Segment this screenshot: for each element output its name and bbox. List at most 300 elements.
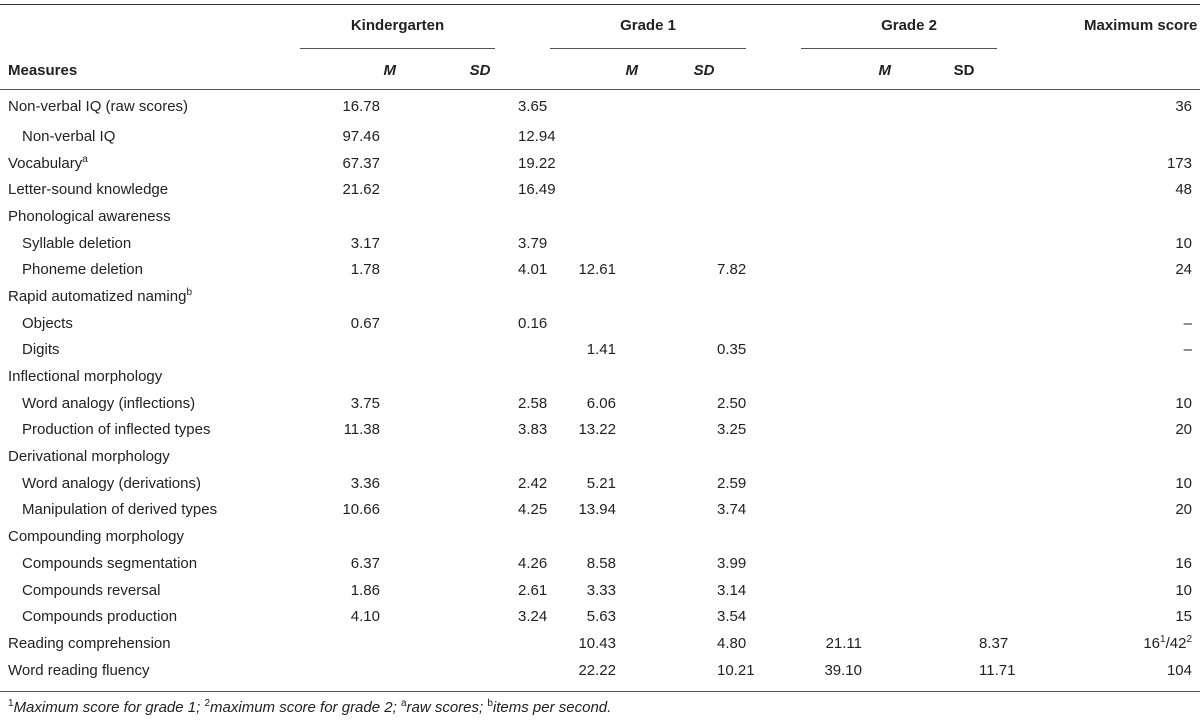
- grade2-mean: [824, 123, 884, 150]
- kindergarten-mean: [290, 256, 380, 283]
- table-row: [0, 90, 1200, 123]
- grade1-sd: [624, 417, 824, 444]
- row-label: [0, 230, 290, 257]
- kindergarten-mean: [290, 470, 380, 497]
- grade1-sd: [624, 150, 824, 177]
- kindergarten-sd: [370, 203, 560, 230]
- grade2-sd: [884, 123, 1084, 150]
- max-score-value: 20: [1175, 501, 1192, 519]
- kindergarten-sd-value: 4.26: [518, 554, 548, 572]
- kindergarten-mean: [290, 577, 380, 604]
- max-score: [1084, 470, 1200, 497]
- max-score-value: 10: [1175, 581, 1192, 599]
- max-score: [1084, 577, 1200, 604]
- row-label-text: Objects: [22, 314, 73, 332]
- max-score: [1084, 203, 1200, 230]
- max-score: [1084, 390, 1200, 417]
- grade1-mean-value: 5.21: [586, 474, 616, 492]
- row-label-text: Word analogy (derivations): [22, 474, 201, 492]
- grade2-mean: [824, 417, 884, 444]
- grade2-mean: [824, 230, 884, 257]
- grade2-sd: [884, 630, 1084, 657]
- grade1-mean: [560, 230, 624, 257]
- kindergarten-mean-value: 3.36: [350, 474, 380, 492]
- grade1-sd: [624, 657, 824, 684]
- row-label-text: Rapid automatized naming: [8, 287, 187, 305]
- kindergarten-mean: [290, 603, 380, 630]
- table-row: [0, 230, 1200, 257]
- table-row: [0, 283, 1200, 310]
- max-score-value: 36: [1175, 98, 1192, 115]
- grade1-mean: [560, 603, 624, 630]
- row-label: [0, 417, 290, 444]
- max-score: [1084, 337, 1200, 364]
- kindergarten-sd-value: 2.58: [518, 394, 548, 412]
- table-row: [0, 390, 1200, 417]
- grade2-mean: [824, 283, 884, 310]
- table-row: [0, 577, 1200, 604]
- grade1-header: Grade 1: [620, 16, 676, 34]
- group-header-row: [0, 0, 1200, 50]
- kindergarten-sd: [370, 497, 560, 524]
- grade1-sd: [624, 523, 824, 550]
- grade1-mean: [560, 363, 624, 390]
- kindergarten-mean-value: 3.75: [350, 394, 380, 412]
- row-label-text: Non-verbal IQ: [22, 127, 116, 145]
- row-label: [0, 550, 290, 577]
- grade1-sd: [624, 203, 824, 230]
- grade1-sd: [624, 176, 824, 203]
- grade2-sd: [884, 603, 1084, 630]
- kindergarten-sd: [370, 603, 560, 630]
- row-label: [0, 497, 290, 524]
- grade2-sd: [884, 337, 1084, 364]
- grade1-sd: [624, 90, 824, 123]
- max-score-value: 10: [1175, 394, 1192, 412]
- max-score-tail: /42: [1165, 634, 1187, 652]
- max-score-value: 48: [1175, 181, 1192, 199]
- row-label-text: Phoneme deletion: [22, 261, 143, 279]
- kindergarten-mean-value: 4.10: [350, 608, 380, 626]
- kindergarten-sd-value: 12.94: [518, 127, 556, 145]
- grade1-sd: [624, 390, 824, 417]
- table-row: [0, 630, 1200, 657]
- kindergarten-sd-value: 0.16: [518, 314, 548, 332]
- footnote-text: raw scores;: [406, 699, 488, 716]
- grade2-mean: [824, 337, 884, 364]
- grade1-sd: [624, 470, 824, 497]
- kindergarten-mean-value: 10.66: [342, 501, 380, 519]
- row-label-text: Compounds reversal: [22, 581, 161, 599]
- grade1-sd-value: 3.25: [717, 421, 747, 439]
- grade1-sd-value: 7.82: [717, 261, 747, 279]
- kindergarten-sd: [370, 123, 560, 150]
- row-label: [0, 470, 290, 497]
- grade2-mean: [824, 443, 884, 470]
- row-label: [0, 90, 290, 123]
- grade2-mean: [824, 256, 884, 283]
- grade2-header: Grade 2: [881, 16, 937, 34]
- grade2-mean: [824, 176, 884, 203]
- table-row: [0, 470, 1200, 497]
- kindergarten-mean: [290, 203, 370, 230]
- grade2-sd: [884, 470, 1084, 497]
- max-score: [1084, 256, 1200, 283]
- row-label-text: Letter-sound knowledge: [8, 181, 169, 199]
- table-row: [0, 603, 1200, 630]
- kindergarten-sd: [370, 657, 560, 684]
- grade1-sd: [624, 363, 824, 390]
- max-score-value: 15: [1175, 608, 1192, 626]
- row-label: [0, 523, 290, 550]
- kindergarten-sd: [370, 577, 560, 604]
- kindergarten-mean: [290, 497, 380, 524]
- grade1-sd-value: 3.14: [717, 581, 747, 599]
- footnote-text: items per second.: [492, 699, 612, 716]
- grade1-mean: [560, 470, 624, 497]
- kindergarten-sd: [370, 230, 560, 257]
- grade2-sd: [884, 443, 1084, 470]
- grade2-mean: [824, 603, 884, 630]
- grade2-mean: [824, 630, 884, 657]
- g1-sd-header: SD: [693, 61, 715, 79]
- footnote-marker: a: [400, 698, 407, 709]
- max-score: [1084, 550, 1200, 577]
- table-row: [0, 203, 1200, 230]
- row-label-text: Word analogy (inflections): [22, 394, 196, 412]
- grade1-sd: [624, 443, 824, 470]
- max-score: [1084, 630, 1200, 657]
- grade2-mean: [824, 550, 884, 577]
- grade2-mean: [824, 310, 884, 337]
- grade2-sd: [884, 363, 1084, 390]
- kindergarten-sd-value: 3.79: [518, 234, 548, 252]
- grade1-mean: [560, 630, 624, 657]
- kindergarten-mean: [290, 417, 380, 444]
- grade1-mean-value: 22.22: [578, 661, 616, 679]
- grade2-sd: [884, 497, 1084, 524]
- kindergarten-sd: [370, 390, 560, 417]
- grade1-sd: [624, 230, 824, 257]
- table-row: [0, 256, 1200, 283]
- kindergarten-mean: [290, 283, 370, 310]
- grade1-mean: [560, 443, 624, 470]
- grade2-mean: [824, 90, 884, 123]
- row-label-text: Production of inflected types: [22, 421, 211, 439]
- grade1-mean-value: 6.06: [586, 394, 616, 412]
- kindergarten-mean-value: 1.86: [350, 581, 380, 599]
- table-row: [0, 176, 1200, 203]
- row-label-text: Compounds segmentation: [22, 554, 198, 572]
- row-label: [0, 150, 290, 177]
- kindergarten-mean: [290, 176, 380, 203]
- grade1-mean: [560, 90, 624, 123]
- table-row: [0, 417, 1200, 444]
- table-row: [0, 337, 1200, 364]
- grade1-sd-value: 3.99: [717, 554, 747, 572]
- grade2-sd: [884, 256, 1084, 283]
- grade1-mean: [560, 577, 624, 604]
- grade1-mean: [560, 176, 624, 203]
- kindergarten-sd: [370, 90, 560, 123]
- kindergarten-mean: [290, 230, 380, 257]
- bottom-rule: [0, 691, 1200, 692]
- row-label-text: Vocabulary: [8, 154, 83, 172]
- grade1-mean-value: 13.94: [578, 501, 616, 519]
- grade2-sd: [884, 417, 1084, 444]
- grade2-sd: [884, 550, 1084, 577]
- max-score-value: –: [1183, 314, 1192, 332]
- grade1-sd: [624, 550, 824, 577]
- kindergarten-sd: [370, 176, 560, 203]
- grade1-sd: [624, 256, 824, 283]
- grade1-mean: [560, 657, 624, 684]
- grade1-mean: [560, 497, 624, 524]
- grade2-sd: [884, 657, 1084, 684]
- max-score-value: –: [1183, 341, 1192, 359]
- blank-head: [0, 0, 290, 50]
- kindergarten-sd-value: 16.49: [518, 181, 556, 199]
- grade2-sd: [884, 176, 1084, 203]
- kindergarten-mean: [290, 523, 370, 550]
- grade1-mean-value: 5.63: [586, 608, 616, 626]
- grade2-sd-value: 11.71: [979, 661, 1016, 679]
- row-label-text: Derivational morphology: [8, 448, 170, 466]
- kindergarten-mean: [290, 550, 380, 577]
- max-score: [1084, 150, 1200, 177]
- kindergarten-mean: [290, 90, 380, 123]
- row-label: [0, 310, 290, 337]
- grade2-sd: [884, 577, 1084, 604]
- kindergarten-mean-value: 1.78: [350, 261, 380, 279]
- grade1-sd-value: 2.50: [717, 394, 747, 412]
- max-score: [1084, 176, 1200, 203]
- k-sd-header: SD: [469, 61, 491, 79]
- g1-m-header: M: [625, 61, 638, 79]
- kindergarten-sd-value: 19.22: [518, 154, 556, 172]
- footnote-text: maximum score for grade 2;: [210, 699, 401, 716]
- kindergarten-mean: [290, 150, 380, 177]
- grade2-mean-value: 21.11: [825, 634, 862, 652]
- kindergarten-header: Kindergarten: [350, 16, 445, 34]
- grade1-mean: [560, 203, 624, 230]
- grade2-mean: [824, 470, 884, 497]
- grade2-mean: [824, 657, 884, 684]
- kindergarten-sd: [370, 256, 560, 283]
- footnote-marker: 1: [8, 698, 14, 709]
- row-label: [0, 337, 290, 364]
- table-row: [0, 443, 1200, 470]
- row-label-text: Reading comprehension: [8, 634, 171, 652]
- grade1-mean: [560, 310, 624, 337]
- grade1-mean-value: 1.41: [586, 341, 616, 359]
- grade1-mean-value: 3.33: [586, 581, 616, 599]
- max-score: [1084, 657, 1200, 684]
- grade1-sd-value: 3.54: [717, 608, 747, 626]
- max-score: [1084, 497, 1200, 524]
- table-row: [0, 150, 1200, 177]
- table-body: [0, 90, 1200, 683]
- grade2-mean: [824, 523, 884, 550]
- kindergarten-sd-value: 3.24: [518, 608, 548, 626]
- grade2-sd-value: 8.37: [979, 634, 1009, 652]
- blank-max-sub: [1084, 50, 1200, 90]
- grade1-sd: [624, 123, 824, 150]
- row-label-text: Syllable deletion: [22, 234, 132, 252]
- max-score: [1084, 283, 1200, 310]
- kindergarten-sd-value: 2.42: [518, 474, 548, 492]
- row-label-text: Phonological awareness: [8, 207, 171, 225]
- kindergarten-sd: [370, 337, 560, 364]
- row-label: [0, 630, 290, 657]
- grade1-mean: [560, 283, 624, 310]
- g2-sd-header: SD: [953, 61, 975, 79]
- grade2-mean: [824, 150, 884, 177]
- kindergarten-mean-value: 67.37: [342, 154, 380, 172]
- grade2-sd: [884, 310, 1084, 337]
- grade1-sd: [624, 497, 824, 524]
- kindergarten-mean-value: 0.67: [350, 314, 380, 332]
- max-score: [1084, 363, 1200, 390]
- kindergarten-sd: [370, 150, 560, 177]
- row-label: [0, 283, 290, 310]
- row-label-superscript: a: [82, 153, 88, 165]
- grade1-mean-value: 12.61: [578, 261, 616, 279]
- kindergarten-sd: [370, 363, 560, 390]
- kindergarten-sd: [370, 630, 560, 657]
- kindergarten-mean: [290, 337, 370, 364]
- max-score-value: 173: [1166, 154, 1192, 172]
- kindergarten-sd: [370, 283, 560, 310]
- kindergarten-sd: [370, 523, 560, 550]
- row-label: [0, 390, 290, 417]
- max-score: [1084, 417, 1200, 444]
- max-score: [1084, 523, 1200, 550]
- kindergarten-mean: [290, 443, 370, 470]
- grade2-mean: [824, 497, 884, 524]
- grade1-sd: [624, 310, 824, 337]
- grade1-mean: [560, 523, 624, 550]
- grade2-sd: [884, 90, 1084, 123]
- grade1-sd-value: 2.59: [717, 474, 747, 492]
- max-score-value: 104: [1166, 661, 1192, 679]
- footnote-text: Maximum score for grade 1;: [13, 699, 205, 716]
- grade1-mean-value: 13.22: [578, 421, 616, 439]
- row-label: [0, 603, 290, 630]
- max-score-value: 20: [1175, 421, 1192, 439]
- kindergarten-sd-value: 4.01: [518, 261, 548, 279]
- grade1-mean-value: 10.43: [578, 634, 616, 652]
- kindergarten-sd: [370, 443, 560, 470]
- kindergarten-sd-value: 3.65: [518, 98, 548, 115]
- table-row: [0, 523, 1200, 550]
- max-score-superscript: 1: [1160, 633, 1166, 645]
- grade1-sd: [624, 337, 824, 364]
- table-row: [0, 550, 1200, 577]
- kindergarten-mean: [290, 657, 370, 684]
- kindergarten-mean: [290, 390, 380, 417]
- kindergarten-mean-value: 3.17: [350, 234, 380, 252]
- row-label-text: Compounding morphology: [8, 528, 184, 546]
- kindergarten-sd-value: 4.25: [518, 501, 548, 519]
- grade1-mean-value: 8.58: [586, 554, 616, 572]
- row-label: [0, 363, 290, 390]
- row-label: [0, 256, 290, 283]
- grade2-mean-value: 39.10: [824, 661, 862, 679]
- k-m-header: M: [383, 61, 396, 79]
- row-label: [0, 203, 290, 230]
- kindergarten-sd: [370, 417, 560, 444]
- kindergarten-mean-value: 11.38: [343, 421, 380, 439]
- kindergarten-sd-value: 2.61: [518, 581, 548, 599]
- kindergarten-mean-value: 21.62: [342, 181, 380, 199]
- grade1-sd-value: 0.35: [717, 341, 747, 359]
- kindergarten-mean: [290, 310, 380, 337]
- grade1-mean: [560, 550, 624, 577]
- kindergarten-sd: [370, 310, 560, 337]
- kindergarten-mean: [290, 123, 380, 150]
- grade1-mean: [560, 390, 624, 417]
- max-score-value: 16: [1143, 634, 1161, 652]
- table-footnote: [8, 699, 611, 716]
- table-row: [0, 310, 1200, 337]
- table-row: [0, 657, 1200, 684]
- grade2-sd: [884, 203, 1084, 230]
- footnote-marker: b: [487, 698, 493, 709]
- row-label: [0, 577, 290, 604]
- kindergarten-mean-value: 97.46: [342, 127, 380, 145]
- grade1-sd: [624, 603, 824, 630]
- max-score-value: 16: [1175, 554, 1192, 572]
- max-score: [1084, 123, 1200, 150]
- grade1-sd-value: 10.21: [717, 661, 755, 679]
- max-score-value: 10: [1175, 474, 1192, 492]
- max-score: [1084, 90, 1200, 123]
- grade1-sd: [624, 577, 824, 604]
- grade2-sd: [884, 390, 1084, 417]
- sub-header-row: [0, 50, 1200, 90]
- row-label-text: Non-verbal IQ (raw scores): [8, 98, 189, 115]
- row-label: [0, 657, 290, 684]
- table-row: [0, 497, 1200, 524]
- g2-m-header: M: [878, 61, 891, 79]
- max-score-tail-superscript: 2: [1186, 633, 1192, 645]
- row-label: [0, 123, 290, 150]
- grade2-sd: [884, 150, 1084, 177]
- row-label-text: Manipulation of derived types: [22, 501, 218, 519]
- grade2-mean: [824, 363, 884, 390]
- kindergarten-sd: [370, 550, 560, 577]
- row-label-text: Word reading fluency: [8, 661, 150, 679]
- row-label-text: Inflectional morphology: [8, 368, 163, 386]
- measures-header: Measures: [8, 61, 78, 79]
- grade1-mean: [560, 337, 624, 364]
- grade2-sd: [884, 523, 1084, 550]
- row-label: [0, 176, 290, 203]
- grade1-mean: [560, 150, 624, 177]
- grade2-sd: [884, 283, 1084, 310]
- grade2-mean: [824, 203, 884, 230]
- kindergarten-mean: [290, 630, 370, 657]
- max-score: [1084, 443, 1200, 470]
- row-label: [0, 443, 290, 470]
- grade1-sd: [624, 630, 824, 657]
- row-label-superscript: b: [186, 286, 193, 298]
- grade1-sd-value: 3.74: [717, 501, 747, 519]
- max-score-value: 24: [1175, 261, 1192, 279]
- grade1-sd: [624, 283, 824, 310]
- max-score-value: 10: [1175, 234, 1192, 252]
